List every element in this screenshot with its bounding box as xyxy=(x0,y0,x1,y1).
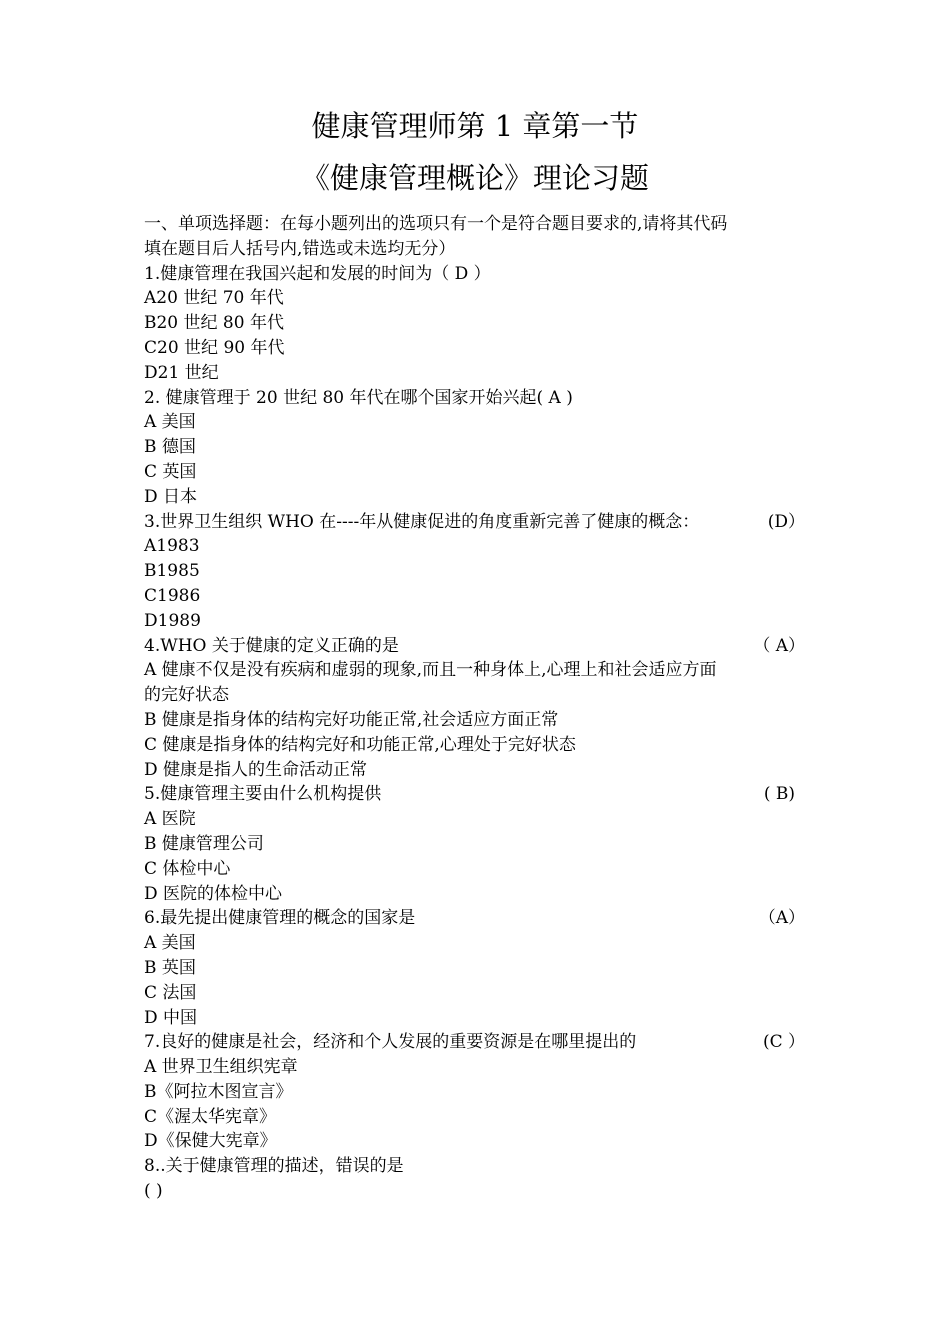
answer-option: D《保健大宪章》 xyxy=(144,1131,277,1152)
answer-option: A 美国 xyxy=(144,933,196,954)
answer-option: B 健康是指身体的结构完好功能正常,社会适应方面正常 xyxy=(144,709,559,730)
answer-option: C 英国 xyxy=(144,461,197,482)
answer-option: B 健康管理公司 xyxy=(144,833,264,854)
answer-option: C 法国 xyxy=(144,982,197,1003)
section-intro-line: 一、单项选择题：在每小题列出的选项只有一个是符合题目要求的,请将其代码 xyxy=(144,214,728,234)
answer-option: A20 世纪 70 年代 xyxy=(144,288,284,309)
question-stem: 1.健康管理在我国兴起和发展的时间为（ D ） xyxy=(144,263,491,284)
answer-option: B《阿拉木图宣言》 xyxy=(144,1081,293,1102)
document-title: 健康管理师第 1 章第一节 xyxy=(311,109,639,143)
answer-blank: ( ) xyxy=(144,1181,163,1202)
section-intro-line: 填在题目后人括号内,错选或未选均无分） xyxy=(144,238,456,259)
question-stem: 2. 健康管理于 20 世纪 80 年代在哪个国家开始兴起( A ) xyxy=(144,387,573,408)
answer-option: D21 世纪 xyxy=(144,362,219,383)
answer-option: C《渥太华宪章》 xyxy=(144,1106,277,1127)
answer-option: D 中国 xyxy=(144,1007,198,1028)
answer-option: C1986 xyxy=(144,585,201,606)
answer-option: C 体检中心 xyxy=(144,858,231,879)
answer-option: A 美国 xyxy=(144,412,196,433)
question-row xyxy=(144,1030,809,1055)
question-content xyxy=(144,212,809,1204)
question-stem: 6.最先提出健康管理的概念的国家是 xyxy=(144,908,416,929)
question-stem: 8..关于健康管理的描述，错误的是 xyxy=(144,1156,404,1177)
question-stem: 5.健康管理主要由什么机构提供 xyxy=(144,784,382,805)
answer-option: D 日本 xyxy=(144,486,198,507)
question-answer: (D） xyxy=(767,511,805,532)
answer-option-continued: 的完好状态 xyxy=(144,685,229,706)
answer-option: D 健康是指人的生命活动正常 xyxy=(144,759,368,780)
answer-option: A 医院 xyxy=(144,809,196,830)
answer-option: A 健康不仅是没有疾病和虚弱的现象,而且一种身体上,心理上和社会适应方面 xyxy=(144,660,717,681)
answer-option: D1989 xyxy=(144,610,201,631)
question-row xyxy=(144,510,809,535)
answer-option: B1985 xyxy=(144,561,200,582)
answer-option: D 医院的体检中心 xyxy=(144,883,283,904)
answer-option: B 英国 xyxy=(144,957,196,978)
answer-option: A 世界卫生组织宪章 xyxy=(144,1057,298,1078)
question-answer: ( B) xyxy=(763,784,795,805)
answer-option: B 德国 xyxy=(144,437,196,458)
document-subtitle: 《健康管理概论》理论习题 xyxy=(300,161,649,195)
question-answer: （A） xyxy=(758,908,805,929)
question-answer: （ A） xyxy=(753,635,805,656)
question-stem: 3.世界卫生组织 WHO 在----年从健康促进的角度重新完善了健康的概念： xyxy=(144,511,700,532)
question-row xyxy=(144,906,809,931)
question-row xyxy=(144,634,809,659)
answer-option: C 健康是指身体的结构完好和功能正常,心理处于完好状态 xyxy=(144,734,576,755)
answer-option: A1983 xyxy=(144,536,200,557)
question-answer: (C ） xyxy=(762,1032,805,1053)
question-stem: 4.WHO 关于健康的定义正确的是 xyxy=(144,635,399,656)
question-row xyxy=(144,782,809,807)
question-stem: 7.良好的健康是社会，经济和个人发展的重要资源是在哪里提出的 xyxy=(144,1032,637,1053)
answer-option: B20 世纪 80 年代 xyxy=(144,313,284,334)
answer-option: C20 世纪 90 年代 xyxy=(144,337,285,358)
